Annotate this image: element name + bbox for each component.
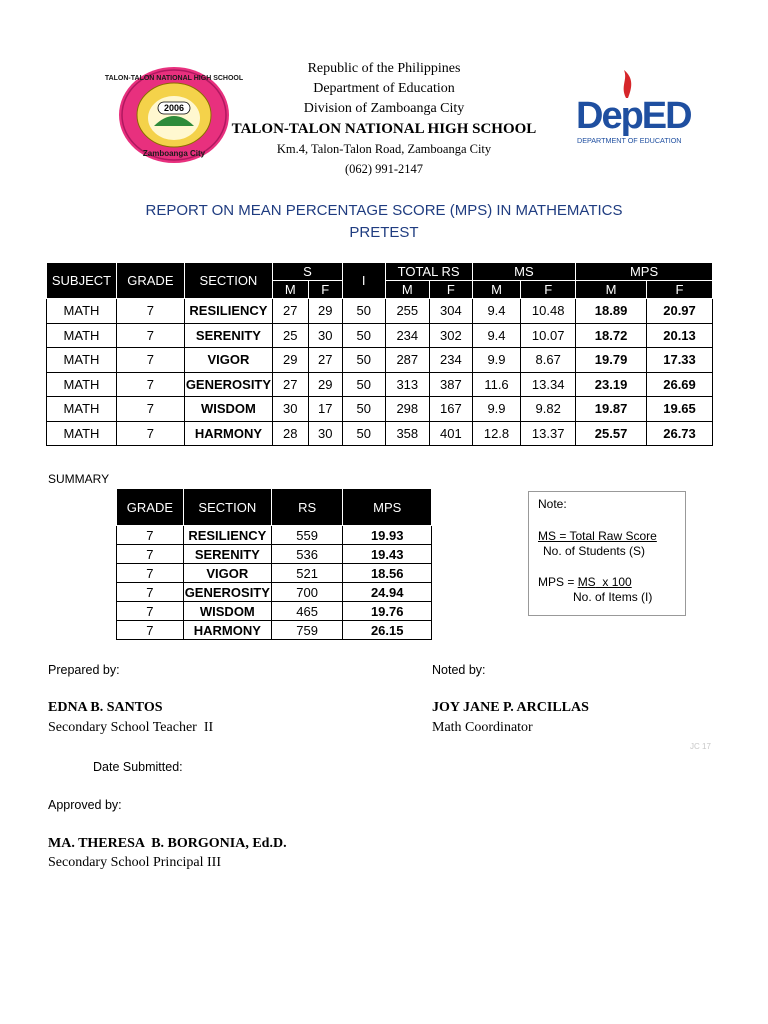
cell-mps-f: 19.65 — [647, 397, 713, 422]
report-title: REPORT ON MEAN PERCENTAGE SCORE (MPS) IN MATHEMATICS — [145, 202, 623, 219]
noted-by-label: Noted by: — [432, 663, 486, 677]
cell-s-m: 25 — [273, 323, 308, 348]
cell-i: 50 — [342, 421, 385, 446]
cell-subject: MATH — [47, 421, 117, 446]
cell-s-m: 30 — [273, 397, 308, 422]
note-mps-numerator — [578, 575, 632, 589]
summary-cell-grade: 7 — [117, 602, 184, 621]
header-s: S — [273, 263, 343, 281]
header-section: SECTION — [184, 263, 272, 299]
cell-i: 50 — [342, 323, 385, 348]
cell-s-m: 27 — [273, 372, 308, 397]
summary-cell-section: VIGOR — [183, 564, 271, 583]
header-ms-m: M — [472, 281, 521, 299]
cell-ms-m: 12.8 — [472, 421, 521, 446]
header-line-2: Department of Education — [313, 81, 455, 96]
cell-section: WISDOM — [184, 397, 272, 422]
summary-row — [117, 564, 432, 583]
cell-ms-m: 9.9 — [472, 397, 521, 422]
cell-ms-m: 9.9 — [472, 348, 521, 373]
cell-mps-m: 19.87 — [576, 397, 647, 422]
mps-table — [46, 262, 713, 446]
note-mps-num: MS — [577, 575, 596, 589]
note-ms-formula: MS = Total Raw Score — [538, 529, 657, 543]
cell-s-f: 17 — [308, 397, 342, 422]
cell-s-f: 29 — [308, 299, 342, 324]
cell-rs-f: 234 — [430, 348, 473, 373]
cell-ms-m: 9.4 — [472, 299, 521, 324]
cell-grade: 7 — [116, 397, 184, 422]
seal-year: 2006 — [163, 103, 185, 113]
table-row — [47, 299, 713, 324]
summary-cell-section: GENEROSITY — [184, 584, 270, 600]
approved-by-position: Secondary School Principal III — [48, 855, 222, 870]
note-mps-multiplier: x 100 — [595, 575, 632, 589]
summary-header-mps: MPS — [343, 489, 432, 526]
note-mps-formula — [538, 575, 632, 589]
header-i: I — [342, 263, 385, 299]
cell-grade: 7 — [116, 421, 184, 446]
summary-header-rs: RS — [271, 489, 343, 526]
cell-rs-m: 298 — [385, 397, 430, 422]
cell-ms-f: 10.48 — [521, 299, 576, 324]
summary-cell-grade: 7 — [117, 526, 184, 545]
cell-rs-m: 313 — [385, 372, 430, 397]
school-name: TALON-TALON NATIONAL HIGH SCHOOL — [231, 121, 537, 137]
faint-mark: JC 17 — [690, 742, 711, 751]
cell-grade: 7 — [116, 372, 184, 397]
cell-mps-f: 20.97 — [647, 299, 713, 324]
cell-ms-m: 11.6 — [472, 372, 521, 397]
deped-tagline: DEPARTMENT OF EDUCATION — [577, 136, 682, 145]
header-ms-f: F — [521, 281, 576, 299]
summary-cell-mps: 18.56 — [343, 564, 432, 583]
cell-s-m: 29 — [273, 348, 308, 373]
summary-cell-grade: 7 — [117, 564, 184, 583]
summary-cell-rs: 536 — [271, 545, 343, 564]
cell-s-m: 27 — [273, 299, 308, 324]
cell-ms-f: 10.07 — [521, 323, 576, 348]
note-mps-prefix: MPS = — [538, 575, 578, 589]
cell-rs-f: 387 — [430, 372, 473, 397]
cell-grade: 7 — [116, 348, 184, 373]
cell-section: GENEROSITY — [184, 372, 272, 397]
cell-rs-f: 304 — [430, 299, 473, 324]
table-row — [47, 323, 713, 348]
header-s-m: M — [273, 281, 308, 299]
cell-i: 50 — [342, 348, 385, 373]
summary-cell-section: SERENITY — [183, 545, 271, 564]
summary-cell-mps: 19.93 — [343, 526, 432, 545]
seal-top-text: TALON-TALON NATIONAL HIGH SCHOOL — [104, 75, 244, 82]
summary-cell-mps: 19.43 — [343, 545, 432, 564]
summary-row — [117, 602, 432, 621]
noted-by-name: JOY JANE P. ARCILLAS — [432, 700, 589, 715]
cell-section: SERENITY — [184, 323, 272, 348]
cell-rs-m: 255 — [385, 299, 430, 324]
note-ms-denominator: No. of Students (S) — [543, 544, 646, 558]
cell-mps-m: 19.79 — [576, 348, 647, 373]
summary-cell-rs: 559 — [271, 526, 343, 545]
summary-cell-mps: 19.76 — [343, 602, 432, 621]
summary-row — [117, 526, 432, 545]
cell-mps-f: 26.69 — [647, 372, 713, 397]
approved-by-label: Approved by: — [48, 798, 122, 812]
cell-mps-m: 23.19 — [576, 372, 647, 397]
summary-cell-section: HARMONY — [183, 621, 271, 640]
report-subtitle: PRETEST — [349, 224, 419, 241]
cell-rs-f: 302 — [430, 323, 473, 348]
prepared-by-position: Secondary School Teacher II — [48, 720, 214, 735]
summary-cell-mps: 24.94 — [343, 583, 432, 602]
school-phone: (062) 991-2147 — [344, 162, 424, 176]
cell-i: 50 — [342, 397, 385, 422]
cell-s-m: 28 — [273, 421, 308, 446]
summary-cell-grade: 7 — [117, 621, 184, 640]
summary-label: SUMMARY — [48, 472, 110, 486]
summary-cell-rs: 700 — [271, 583, 343, 602]
cell-rs-m: 234 — [385, 323, 430, 348]
header-ms: MS — [472, 263, 575, 281]
header-line-3: Division of Zamboanga City — [303, 101, 465, 116]
cell-ms-m: 9.4 — [472, 323, 521, 348]
summary-header-section: SECTION — [183, 489, 271, 526]
summary-cell-rs: 759 — [271, 621, 343, 640]
cell-ms-f: 9.82 — [521, 397, 576, 422]
note-box — [528, 491, 686, 616]
cell-mps-m: 18.89 — [576, 299, 647, 324]
summary-cell-rs: 465 — [271, 602, 343, 621]
header-total-rs: TOTAL RS — [385, 263, 472, 281]
cell-subject: MATH — [47, 323, 117, 348]
deped-word: DepED — [576, 95, 691, 137]
summary-cell-rs: 521 — [271, 564, 343, 583]
summary-cell-grade: 7 — [117, 583, 184, 602]
summary-row — [117, 583, 432, 602]
header-grade: GRADE — [116, 263, 184, 299]
school-address: Km.4, Talon-Talon Road, Zamboanga City — [276, 142, 492, 156]
cell-section: RESILIENCY — [184, 299, 272, 324]
summary-row — [117, 545, 432, 564]
cell-rs-m: 287 — [385, 348, 430, 373]
cell-i: 50 — [342, 372, 385, 397]
cell-s-f: 29 — [308, 372, 342, 397]
summary-cell-section: RESILIENCY — [183, 526, 271, 545]
cell-section: HARMONY — [184, 421, 272, 446]
table-row — [47, 397, 713, 422]
cell-grade: 7 — [116, 323, 184, 348]
cell-mps-f: 17.33 — [647, 348, 713, 373]
note-title: Note: — [538, 497, 567, 511]
cell-subject: MATH — [47, 372, 117, 397]
cell-section: VIGOR — [184, 348, 272, 373]
summary-header-grade: GRADE — [117, 489, 184, 526]
header-line-1: Republic of the Philippines — [307, 61, 461, 76]
cell-ms-f: 13.34 — [521, 372, 576, 397]
cell-mps-m: 18.72 — [576, 323, 647, 348]
cell-i: 50 — [342, 299, 385, 324]
summary-cell-grade: 7 — [117, 545, 184, 564]
cell-mps-f: 26.73 — [647, 421, 713, 446]
noted-by-position: Math Coordinator — [432, 720, 533, 735]
summary-table — [116, 488, 432, 640]
summary-cell-section: WISDOM — [183, 602, 271, 621]
cell-subject: MATH — [47, 299, 117, 324]
seal-bottom-text: Zamboanga City — [142, 149, 206, 158]
cell-rs-m: 358 — [385, 421, 430, 446]
header-subject: SUBJECT — [47, 263, 117, 299]
cell-s-f: 27 — [308, 348, 342, 373]
cell-ms-f: 8.67 — [521, 348, 576, 373]
note-mps-denominator: No. of Items (I) — [573, 590, 653, 604]
table-row — [47, 348, 713, 373]
table-row — [47, 372, 713, 397]
cell-subject: MATH — [47, 348, 117, 373]
prepared-by-label: Prepared by: — [48, 663, 120, 677]
approved-by-name: MA. THERESA B. BORGONIA, Ed.D. — [48, 836, 287, 851]
cell-mps-f: 20.13 — [647, 323, 713, 348]
cell-mps-m: 25.57 — [576, 421, 647, 446]
header-mps: MPS — [576, 263, 713, 281]
date-submitted-label: Date Submitted: — [93, 760, 183, 774]
cell-s-f: 30 — [308, 421, 342, 446]
header-s-f: F — [308, 281, 342, 299]
header-mps-f: F — [647, 281, 713, 299]
table-row — [47, 421, 713, 446]
cell-rs-f: 401 — [430, 421, 473, 446]
header-mps-m: M — [576, 281, 647, 299]
prepared-by-name: EDNA B. SANTOS — [48, 700, 163, 715]
summary-row — [117, 621, 432, 640]
cell-rs-f: 167 — [430, 397, 473, 422]
cell-ms-f: 13.37 — [521, 421, 576, 446]
header-rs-f: F — [430, 281, 473, 299]
cell-grade: 7 — [116, 299, 184, 324]
summary-cell-mps: 26.15 — [343, 621, 432, 640]
header-rs-m: M — [385, 281, 430, 299]
cell-subject: MATH — [47, 397, 117, 422]
cell-s-f: 30 — [308, 323, 342, 348]
